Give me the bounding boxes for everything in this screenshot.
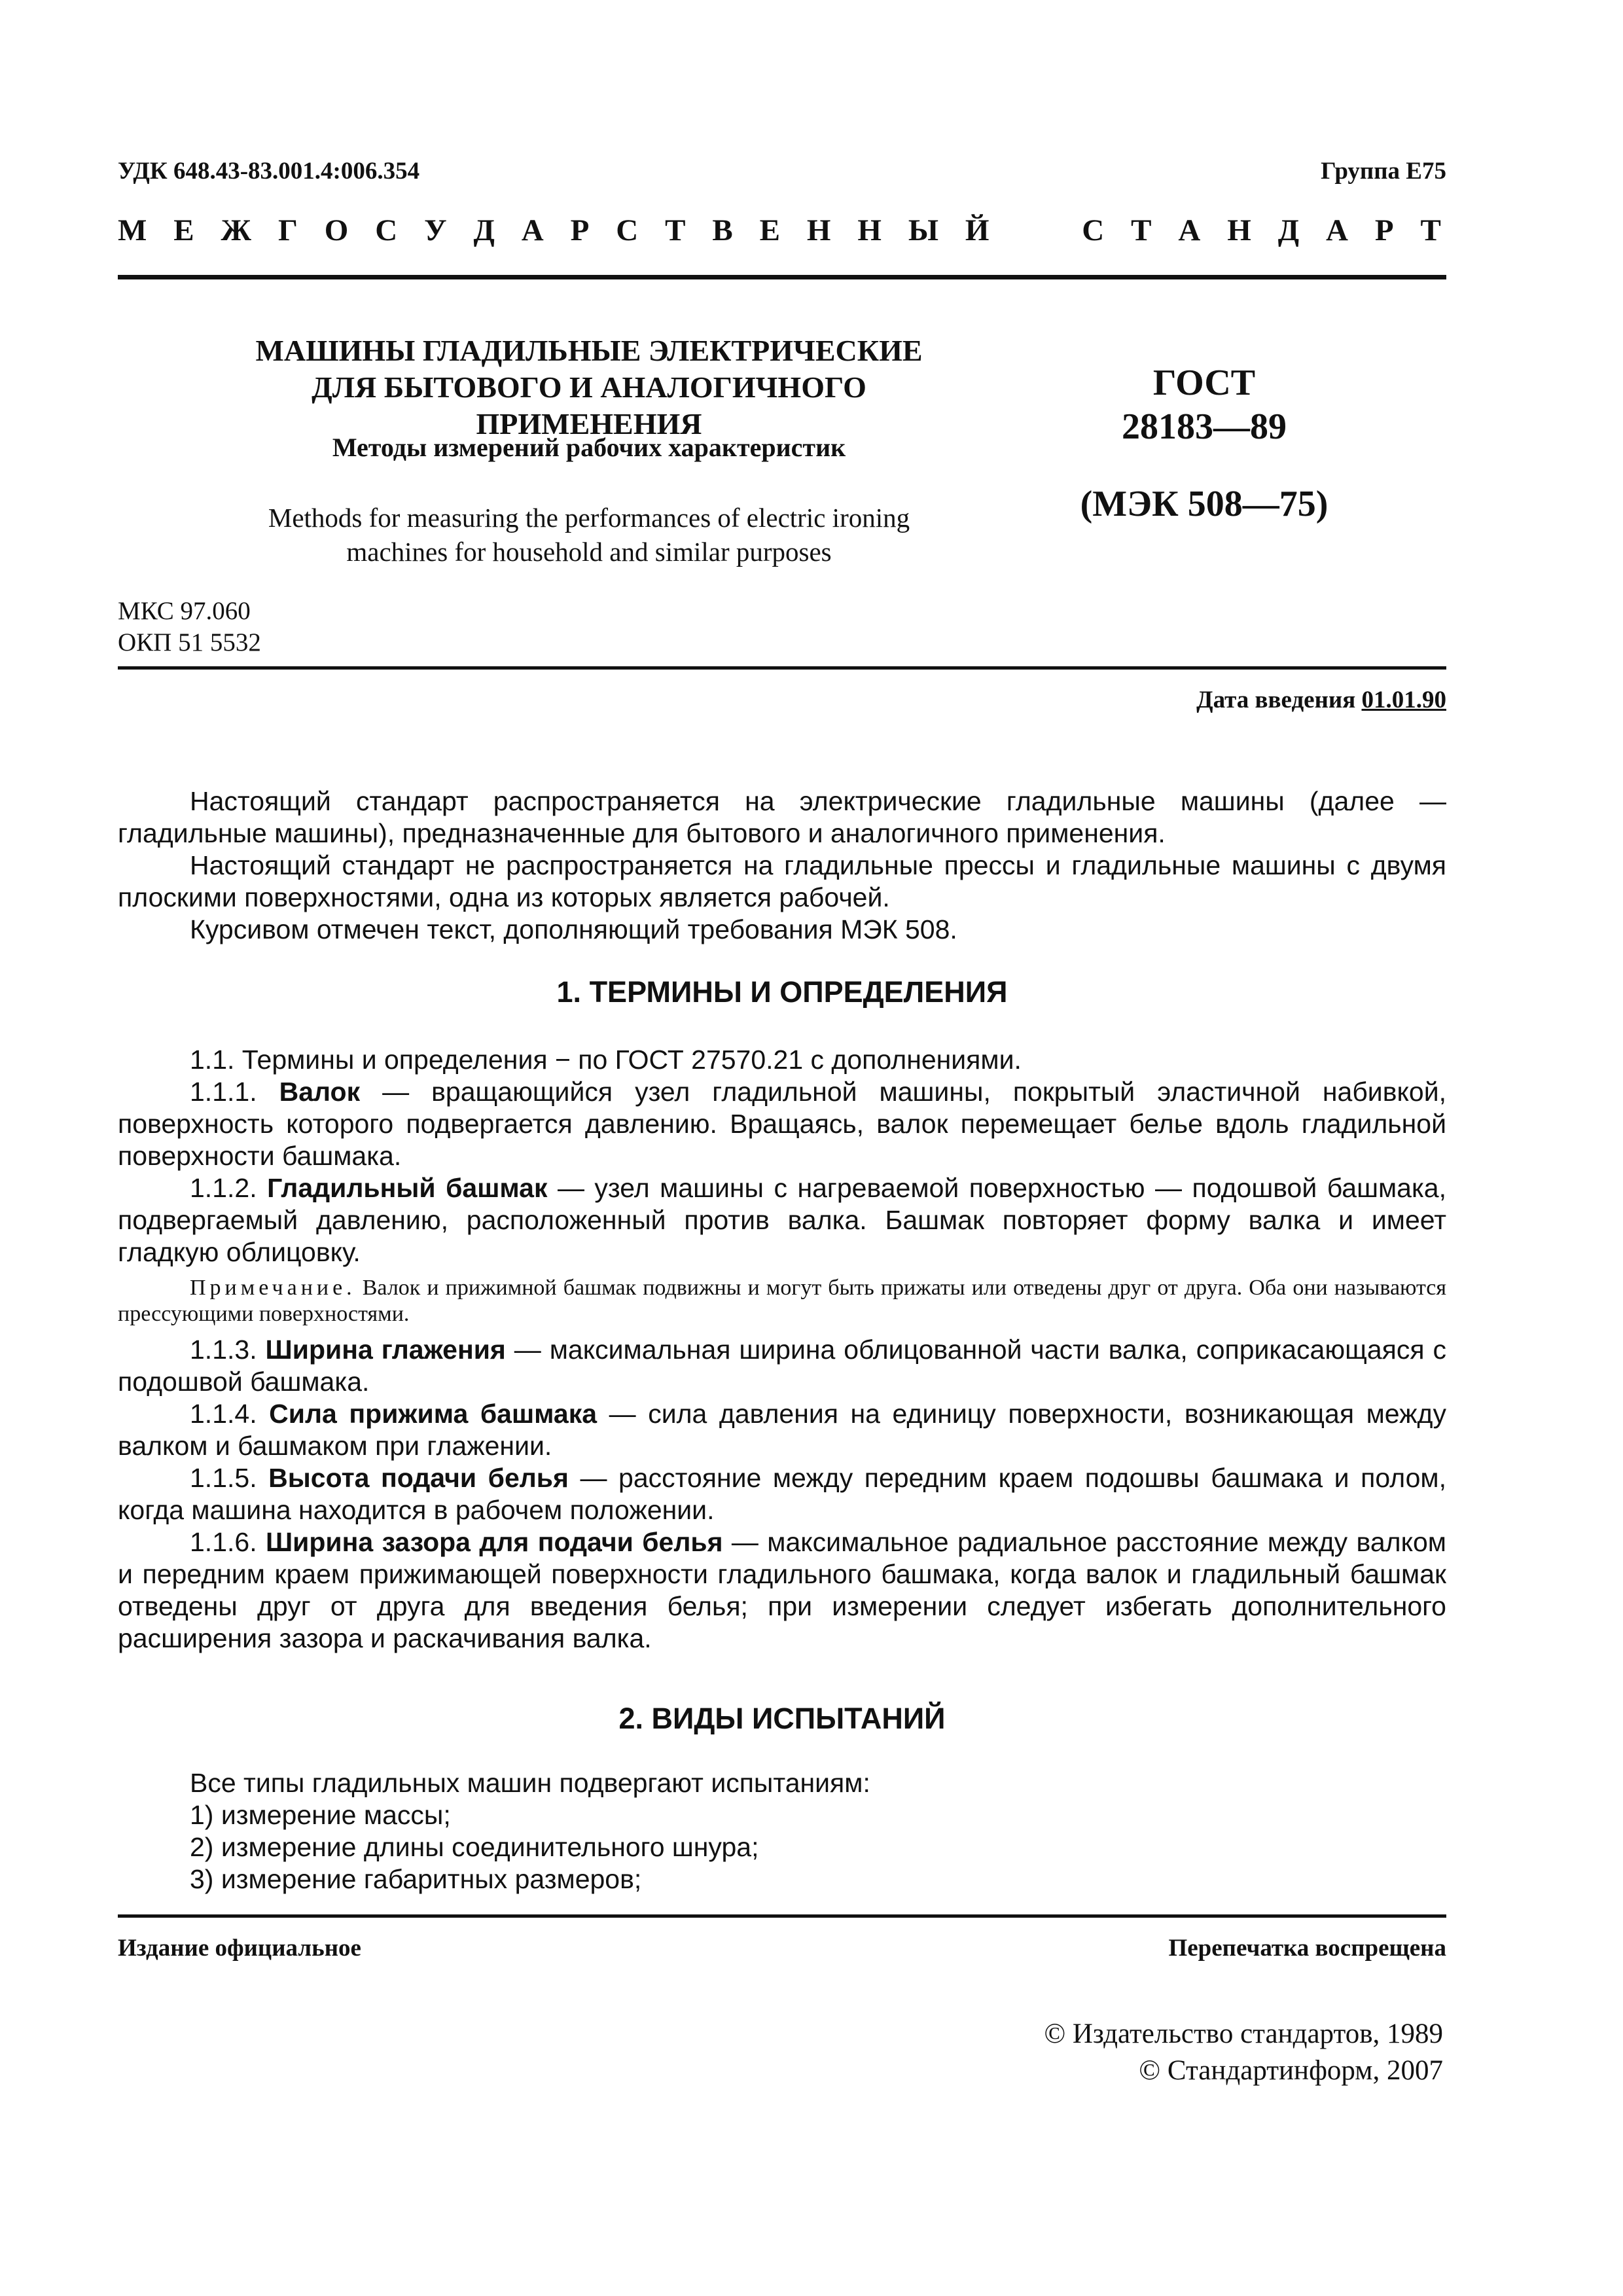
banner-letter: А [521,213,544,247]
effective-date [1196,686,1446,714]
definition-item [118,1076,1446,1172]
note-lead: Примечание. [190,1276,356,1300]
section-paragraph: 1.1. Термины и определения − по ГОСТ 27570.21 с дополнениями. [190,1045,1022,1075]
udk-code: УДК 648.43-83.001.4:006.354 [118,158,420,185]
banner-letter: М [118,213,147,247]
item-number: 1.1.1. [190,1077,257,1107]
section-1-heading: 1. ТЕРМИНЫ И ОПРЕДЕЛЕНИЯ [556,975,1008,1009]
banner-letter: А [1178,213,1201,247]
intro-paragraph: Курсивом отмечен текст, дополняющий требования МЭК 508. [190,914,957,944]
banner-letter: С [616,213,639,247]
document-subtitle: Методы измерений рабочих характеристик [332,433,846,462]
copyright-line: © Издательство стандартов, 1989 [1044,2018,1443,2049]
banner-letter: Т [665,213,686,247]
item-number: 1.1.4. [190,1399,257,1429]
definition: — сила давления на единицу поверхности, возникающая между валком и башмаком при глажении. [118,1399,1446,1461]
gost-label: ГОСТ [1152,363,1256,403]
section-paragraph: Все типы гладильных машин подвергают испытаниям: [190,1768,870,1798]
english-title-line-1: Methods for measuring the performances of electric ironing [268,503,910,533]
copyright-line: © Стандартинформ, 2007 [1139,2055,1443,2086]
definition: — вращающийся узел гладильной машины, покрытый эластичной набивкой, поверхность которого подвергается давлению. Вращаясь, валок перемещает белье вдоль гладильной поверхности башмака. [118,1077,1446,1171]
effective-date-label: Дата введения [1196,687,1356,713]
banner-letter: Й [965,213,990,247]
codes-rule [118,666,1446,670]
note [118,1275,1446,1327]
item-number: 1.1.6. [190,1527,257,1557]
iec-reference: (МЭК 508—75) [1080,484,1329,524]
banner-letter: В [712,213,733,247]
definition-item [118,1398,1446,1462]
banner-letter: Р [1374,213,1394,247]
mks-code: МКС 97.060 [118,597,251,625]
banner-letter: О [324,213,349,247]
definition-item [118,1172,1446,1268]
okp-code: ОКП 51 5532 [118,628,261,656]
section-2-body [118,1767,1446,1895]
banner-letter: Д [1277,213,1300,247]
official-edition-label: Издание официальное [118,1935,361,1962]
banner-letter: С [1082,213,1105,247]
definition-item [118,1462,1446,1526]
banner-letter: Р [570,213,590,247]
banner-letter: Е [759,213,780,247]
banner-letter: Т [1131,213,1152,247]
header-rule [118,275,1446,279]
banner-letter: Д [473,213,495,247]
banner-letter: Н [857,213,882,247]
intro-paragraph: Настоящий стандарт не распространяется на гладильные прессы и гладильные машины с двумя плоскими поверхностями, одна из которых является рабочей. [118,850,1446,912]
interstate-standard-banner [118,213,1441,248]
definition-item [118,1526,1446,1655]
list-item: 1) измерение массы; [190,1800,451,1830]
document-title [223,332,955,442]
banner-letter: Ж [221,213,252,247]
term: Гладильный башмак [267,1173,548,1203]
intro-text [118,785,1446,946]
english-title [223,501,955,569]
banner-letter: Т [1420,213,1441,247]
banner-letter: Н [806,213,831,247]
definition: — узел машины с нагреваемой поверхностью — подошвой башмака, подвергаемый давлению, расположенный против валка. Башмак повторяет форму валка и имеет гладкую облицовку. [118,1173,1446,1267]
definition-item [118,1334,1446,1398]
footer-rule [118,1914,1446,1918]
banner-letter: У [424,213,447,247]
term: Высота подачи белья [268,1463,569,1493]
intro-paragraph: Настоящий стандарт распространяется на электрические гладильные машины (далее — гладильные машины), предназначенные для бытового и аналогичного применения. [118,786,1446,848]
item-number: 1.1.2. [190,1173,257,1203]
banner-letter: Г [277,213,298,247]
classification-codes [118,596,261,658]
note-text: Валок и прижимной башмак подвижны и могут быть прижаты или отведены друг от друга. Оба они называются прессующими поверхностями. [118,1276,1446,1326]
definition: — расстояние между передним краем подошвы башмака и полом, когда машина находится в рабочем положении. [118,1463,1446,1525]
copyright-block [1044,2016,1443,2089]
english-title-line-2: machines for household and similar purposes [346,537,832,567]
term: Валок [279,1077,361,1107]
title-line-1: МАШИНЫ ГЛАДИЛЬНЫЕ ЭЛЕКТРИЧЕСКИЕ [255,334,923,367]
item-number: 1.1.3. [190,1335,257,1365]
gost-number: 28183—89 [1122,406,1287,447]
reprint-prohibited-label: Перепечатка воспрещена [1168,1935,1446,1962]
title-line-2: ДЛЯ БЫТОВОГО И АНАЛОГИЧНОГО ПРИМЕНЕНИЯ [312,370,866,440]
banner-letter: Н [1227,213,1251,247]
definition: — максимальная ширина облицованной части валка, соприкасающаяся с подошвой башмака. [118,1335,1446,1397]
banner-letter: Е [173,213,194,247]
term: Ширина глажения [265,1335,506,1365]
section-1-body [118,1044,1446,1655]
group-code: Группа Е75 [1321,158,1446,185]
term: Сила прижима башмака [269,1399,597,1429]
list-item: 2) измерение длины соединительного шнура; [190,1832,759,1862]
section-2-heading: 2. ВИДЫ ИСПЫТАНИЙ [618,1702,946,1735]
item-number: 1.1.5. [190,1463,257,1493]
definition: — максимальное радиальное расстояние между валком и передним краем прижимающей поверхности гладильного башмака, когда валок и гладильный башмак отведены друг от друга для введения белья; при измерении следует избегать дополнительного расширения зазора и раскачивания валка. [118,1527,1446,1653]
banner-letter: А [1325,213,1348,247]
list-item: 3) измерение габаритных размеров; [190,1864,642,1894]
term: Ширина зазора для подачи белья [265,1527,723,1557]
banner-letter: С [375,213,398,247]
effective-date-value: 01.01.90 [1361,687,1446,713]
banner-letter: Ы [908,213,938,247]
